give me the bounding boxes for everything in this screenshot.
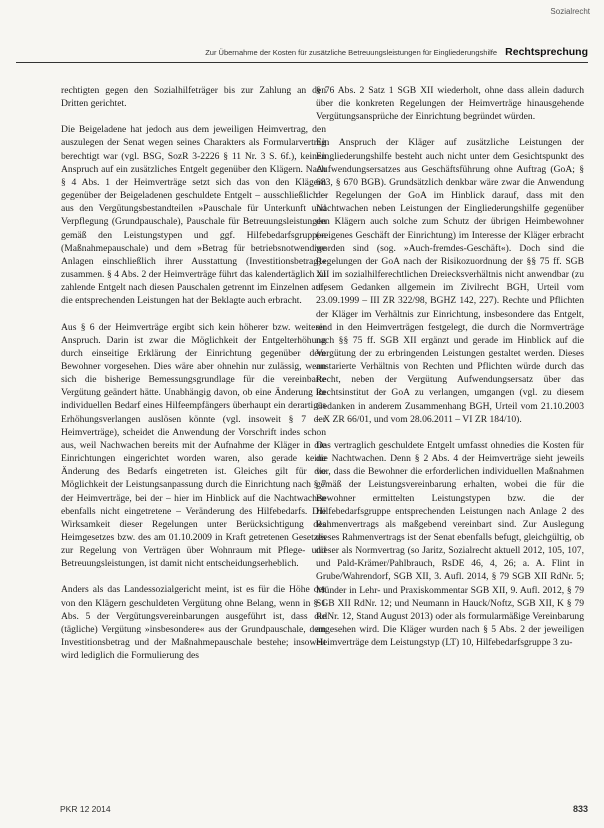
right-paragraph: § 76 Abs. 2 Satz 1 SGB XII wiederholt, ohne dass allein dadurch über die konkreten Regelungen der Heimverträge hinausgehende Vergütungsansprüche der Einrichtung begründet würden. [316,85,584,123]
journal-reference: PKR 12 2014 [60,804,111,814]
running-head-section: Rechtsprechung [505,46,588,58]
section-tag: Sozialrecht [550,7,590,16]
right-paragraph: Ein Anspruch der Kläger auf zusätzliche Leistungen der Eingliederungshilfe besteht auch nicht unter dem Gesichtspunkt des Aufwendungsersatzes aus Geschäftsführung ohne Auftrag (GoA; § 683, § 670 BGB). Grundsätzlich denkbar wäre zwar die Anwendung der Regelungen der GoA im Hinblick darauf, dass mit den Nachtwachen neben Leistungen der Eingliederungshilfe gegenüber den Klägern auch solche zum Schutz der übrigen Heimbewohner (»eigenes Geschäft der Einrichtung) im Interesse der Kläger erbracht worden sind (sog. »Auch-fremdes-Geschäft«). Doch sind die Regelungen der GoA nach der Risikozuordnung der §§ 75 ff. SGB XII im sozialhilferechtlichen Dreiecksverhältnis nicht anwendbar (zu diesem Gedanken allgemein im Zivilrecht BGH, Urteil vom 23.09.1999 – III ZR 322/98, BGHZ 142, 227). Rechte und Pflichten der Kläger im Verhältnis zur Einrichtung, insbesondere das Entgelt, sind in den Heimverträgen festgelegt, die durch die Normverträge nach §§ 75 ff. SGB XII ergänzt und gerade im Hinblick auf die Vergütung der zu erbringenden Leistungen gestaltet werden. Dieses austarierte Verhältnis von Rechten und Pflichten würde durch das Recht, neben der Vergütung Aufwendungsersatz über das Rechtsinstitut der GoA zu verlangen, umgangen (vgl. zu diesem Gedanken in anderem Zusammenhang BGH, Urteil vom 21.10.2003 – X ZR 66/01, und vom 28.06.2011 – VI ZR 184/10). [316,137,584,425]
left-paragraph: Aus § 6 der Heimverträge ergibt sich kein höherer bzw. weiterer Anspruch. Darin ist zwar die Möglichkeit der Entgelterhöhung durch einseitige Erklärung der Einrichtung gegenüber dem Bewohner vorgesehen. Dies wäre aber ohnehin nur zulässig, wenn sich die bisherige Bemessungsgrundlage für die vereinbarte Vergütung geändert hätte. Unabhängig davon, ob eine Änderung im individuellen Bedarf eines Hilfeempfängers überhaupt ein derartiges Erhöhungsverlangen auslösen könnte (vgl. insoweit § 7 der Heimverträge), scheidet die Anwendung der Vorschrift indes schon aus, weil Nachwachen bereits mit der Aufnahme der Kläger in die Einrichtungen eingerichtet worden waren, also gerade keine Änderung des Bedarfs eingetreten ist. Gleiches gilt für die Möglichkeit der Leistungsanpassung durch die Einrichtung nach § 7 der Heimverträge, bei der – hier im Hinblick auf die Nachtwachen ebenfalls nicht eingetretene – Veränderung des Hilfebedarfs. Die Wirksamkeit dieser Regelungen unter Berücksichtigung des Heimgesetzes bzw. des am 01.10.2009 in Kraft getretenen Gesetzes zur Regelung von Verträgen über Wohnraum mit Pflege- und Betreuungsleistungen, ist damit nicht entscheidungserheblich. [61,321,326,570]
page-number: 833 [572,804,588,814]
left-column [61,84,326,675]
right-paragraph: Das vertraglich geschuldete Entgelt umfasst ohnedies die Kosten für die Nachtwachen. Denn § 2 Abs. 4 der Heimverträge sieht jeweils vor, dass die Bewohner die erforderlichen individuellen Maßnahmen gemäß der Leistungsvereinbarung erhalten, wobei die für die Bewohner ermittelten Leistungstypen bzw. die der Hilfebedarfsgruppe entsprechenden Leistungen nach Anlage 2 des Rahmenvertrags als maßgebend vereinbart sind. Zur Auslegung dieses Rahmenvertrags ist der Senat ebenfalls befugt, gleichgültig, ob dieser als Normvertrag (so Jaritz, Sozialrecht aktuell 2012, 105, 107, und Pald-Krämer/Pahlbrauch, RsDE 46, 4, 26; a. A. Flint in Grube/Wahrendorf, SGB XII, 3. Aufl. 2014, § 79 SGB XII RdNr. 5; Münder in Lehr- und Praxiskommentar SGB XII, 9. Aufl. 2012, § 79 SGB XII RdNr. 12; und Neumann in Hauck/Noftz, SGB XII, K § 79 RdNr. 12, Stand August 2013) oder als formularmäßige Vereinbarung angesehen wird. Die Kläger wurden nach § 5 Abs. 2 der jeweiligen Heimverträge dem Leistungstyp (LT) 10, Hilfebedarfsgruppe 3 zu- [316,439,584,649]
right-column [316,84,584,662]
left-paragraph: Anders als das Landessozialgericht meint, ist es für die Höhe der von den Klägern geschuldeten Vergütung ohne Belang, wenn in § 1 Abs. 5 der Vergütungsvereinbarungen ausgeführt ist, dass die (tägliche) Vergütung »insbesondere« aus der Grundpauschale, dem Investitionsbetrag und der Maßnahmepauschale bestehe; insoweit wird lediglich die Formulierung des [61,584,326,662]
running-head-subtitle: Zur Übernahme der Kosten für zusätzliche Betreuungsleistungen für Eingliederungshilfe [205,48,498,57]
left-paragraph: rechtigten gegen den Sozialhilfeträger bis zur Zahlung an den Dritten gerichtet. [61,85,326,110]
header-bar [16,42,588,63]
left-paragraph: Die Beigeladene hat jedoch aus dem jeweiligen Heimvertrag, den auszulegen der Senat wegen seines Charakters als Formularvertrag berechtigt war (vgl. BSG, SozR 3-2226 § 11 Nr. 3 S. 6f.), keinen Anspruch auf ein zusätzliches Entgelt gegenüber den Klägern. Nach § 4 Abs. 1 der Heimverträge setzt sich das von den Klägern gegenüber der Beigeladenen geschuldete Entgelt – ausschließlich – aus den Vergütungsbestandteilen »Pauschale für Unterkunft und Verpflegung (Grundpauschale), Pauschale für Betreuungsleistungen gemäß den Leistungstypen und ggf. Hilfebedarfsgruppen (Maßnahmepauschale) und dem »Betrag für betriebsnotwendige Anlagen einschließlich ihrer Ausstattung (Investitionsbetrag)« zusammen. § 4 Abs. 2 der Heimverträge führt das kalendertäglich zu zahlende Entgelt nach diesen Pauschalen getrennt im Einzelnen auf, die entsprechenden Leistungen hat der Beklagte auch erbracht. [61,124,326,307]
running-head [205,46,588,58]
